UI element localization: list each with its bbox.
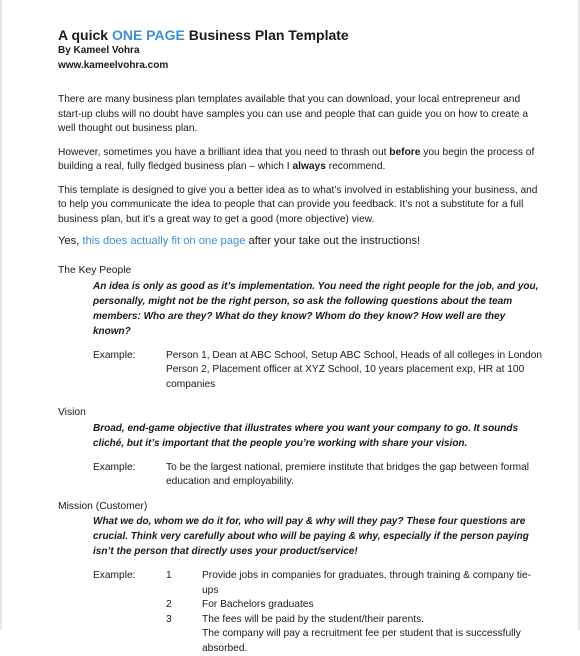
list-item-text: The fees will be paid by the student/their parents. — [202, 613, 424, 625]
title-accent: ONE PAGE — [111, 27, 185, 43]
left-page-edge — [0, 0, 2, 630]
key-people-question: An idea is only as good as it’s implementation. You need the right people for the job, and you, personally, might not be the right person, so ask the following questions about the team members: Who are they? What do they know? Whom do they know? How well are they known? — [93, 280, 539, 337]
intro-p2-after: recommend. — [325, 161, 386, 173]
vision-question: Broad, end-game objective that illustrates where you want your company to go. It sounds cliché, but it’s important that the people you’re working with share your vision. — [93, 422, 519, 449]
intro-p2-bold-always: always — [292, 161, 326, 173]
intro-paragraph-2 — [58, 146, 544, 175]
yes-after: after your take out the instructions! — [245, 235, 421, 248]
section-vision-title: Vision — [58, 407, 86, 419]
key-people-example-line-2: Person 2, Placement officer at XYZ School, 10 years placement exp, HR at 100 companies — [166, 364, 525, 390]
section-key-people-title: The Key People — [58, 264, 132, 276]
author-byline: By Kameel Vohra — [58, 45, 140, 57]
intro-p2-middle: you begin the process of building a real, fully fledged business plan – which I — [58, 146, 535, 173]
one-page-link[interactable]: this does actually fit on one page — [82, 235, 246, 248]
document-title — [58, 26, 544, 44]
section-mission-title: Mission (Customer) — [58, 500, 148, 512]
list-item-number — [166, 627, 202, 656]
list-item-number: 3 — [166, 613, 172, 625]
mission-example-list — [166, 569, 544, 656]
mission-question: What we do, whom we do it for, who will pay & why will they pay? These four questions are crucial. Think very carefully about who will be paying & why, especially if the person paying isn’t the person that directly uses your product/service! — [93, 516, 529, 558]
key-people-example-label: Example: — [93, 349, 136, 361]
title-prefix: A quick — [58, 27, 109, 43]
title-suffix: Business Plan Template — [188, 27, 349, 43]
list-item-number: 2 — [166, 599, 172, 611]
intro-p2-before: However, sometimes you have a brilliant idea that you need to thrash out — [58, 146, 390, 158]
vision-example-body: To be the largest national, premiere institute that bridges the gap between formal education and employability. — [166, 461, 530, 488]
list-item — [166, 598, 544, 612]
intro-paragraph-3: This template is designed to give you a better idea as to what’s involved in establishing your business, and to help you communicate the idea to people that can provide you feedback. It’s not a substitute for a full business plan, but it’s a great way to get a good (more objective) view. — [58, 184, 538, 225]
intro-p2-bold-before: before — [389, 146, 421, 158]
list-item-text: For Bachelors graduates — [202, 599, 314, 611]
mission-example — [58, 569, 544, 656]
list-item-text: The company will pay a recruitment fee per student that is successfully absorbed. — [202, 628, 521, 654]
intro-paragraph-1: There are many business plan templates available that you can download, your local entrepreneur and start-up clubs will no doubt have samples you can use and people that can guide you on how to create a well thought out business plan. — [58, 94, 529, 135]
key-people-example — [58, 349, 544, 392]
key-people-example-body — [166, 349, 544, 392]
list-item — [166, 569, 544, 598]
one-page-note — [58, 234, 544, 250]
list-item — [166, 613, 544, 627]
list-item-number: 1 — [166, 570, 172, 582]
vision-example-label: Example: — [93, 461, 136, 473]
mission-example-label: Example: — [93, 570, 136, 582]
vision-example — [58, 461, 544, 490]
key-people-example-line-1: Person 1, Dean at ABC School, Setup ABC School, Heads of all colleges in London — [166, 349, 543, 361]
yes-before: Yes, — [58, 235, 83, 248]
author-website: www.kameelvohra.com — [58, 59, 169, 71]
list-item — [166, 627, 544, 656]
list-item-text: Provide jobs in companies for graduates, through training & company tie-ups — [202, 570, 532, 596]
